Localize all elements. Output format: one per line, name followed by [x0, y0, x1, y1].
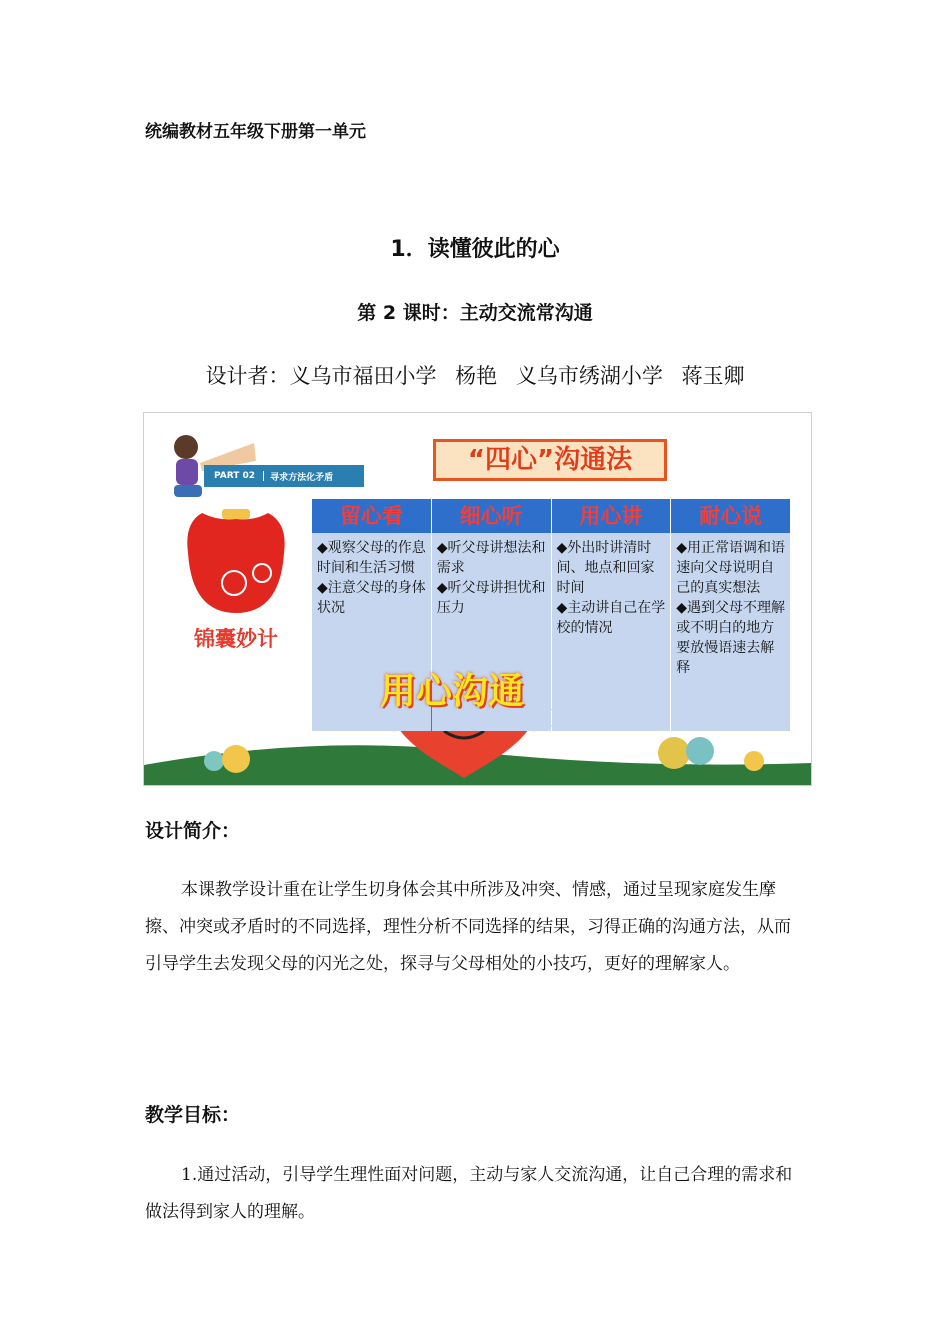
part-title: 寻求方法化矛盾: [270, 472, 334, 483]
slogan: 用心沟通: [380, 671, 525, 712]
unit-header: 统编教材五年级下册第一单元: [145, 122, 366, 142]
intro-paragraph: 本课教学设计重在让学生切身体会其中所涉及冲突、情感，通过呈现家庭发生摩擦、冲突或矛盾时的不同选择，理性分析不同选择的结果，习得正确的沟通方法，从而引导学生去发现父母的闪光之处，探寻与父母相处的小技巧，更好的理解家人。: [145, 880, 791, 974]
column-head: 细心听: [432, 499, 551, 533]
designer-line: [0, 360, 950, 390]
column-body: ◆用正常语调和语速向父母说明自己的真实想法 ◆遇到父母不理解或不明白的地方要放慢语速去解释: [671, 533, 790, 731]
designer-name-2: 蒋玉卿: [681, 364, 745, 388]
lesson-title: 1．读懂彼此的心: [390, 237, 560, 262]
method-column-3: [552, 499, 671, 731]
part-badge: [204, 465, 364, 487]
column-head: 耐心说: [671, 499, 790, 533]
method-column-4: [671, 499, 790, 731]
column-body: ◆观察父母的作息时间和生活习惯 ◆注意父母的身体状况: [312, 533, 431, 731]
column-body: ◆外出时讲清时间、地点和回家时间 ◆主动讲自己在学校的情况: [552, 533, 671, 731]
method-title: “四心”沟通法: [433, 439, 667, 481]
intro-heading: 设计简介：: [145, 820, 241, 842]
tip-label: 锦囊妙计: [194, 627, 278, 651]
goal-item-1: 1.通过活动，引导学生理性面对问题，主动与家人交流沟通，让自己合理的需求和做法得到家人的理解。: [145, 1165, 793, 1222]
part-number: PART 02: [204, 471, 264, 481]
designer-school-1: 设计者：义乌市福田小学: [205, 364, 437, 388]
designer-name-1: 杨艳: [455, 364, 498, 388]
designer-school-2: 义乌市绣湖小学: [515, 364, 663, 388]
column-head: 用心讲: [552, 499, 671, 533]
column-head: 留心看: [312, 499, 431, 533]
column-body: ◆听父母讲想法和需求 ◆听父母讲担忧和压力: [432, 533, 551, 731]
lesson-subtitle: 第 2 课时：主动交流常沟通: [357, 302, 593, 324]
lesson-slide-image: [143, 412, 812, 786]
goal-heading: 教学目标：: [145, 1104, 241, 1126]
